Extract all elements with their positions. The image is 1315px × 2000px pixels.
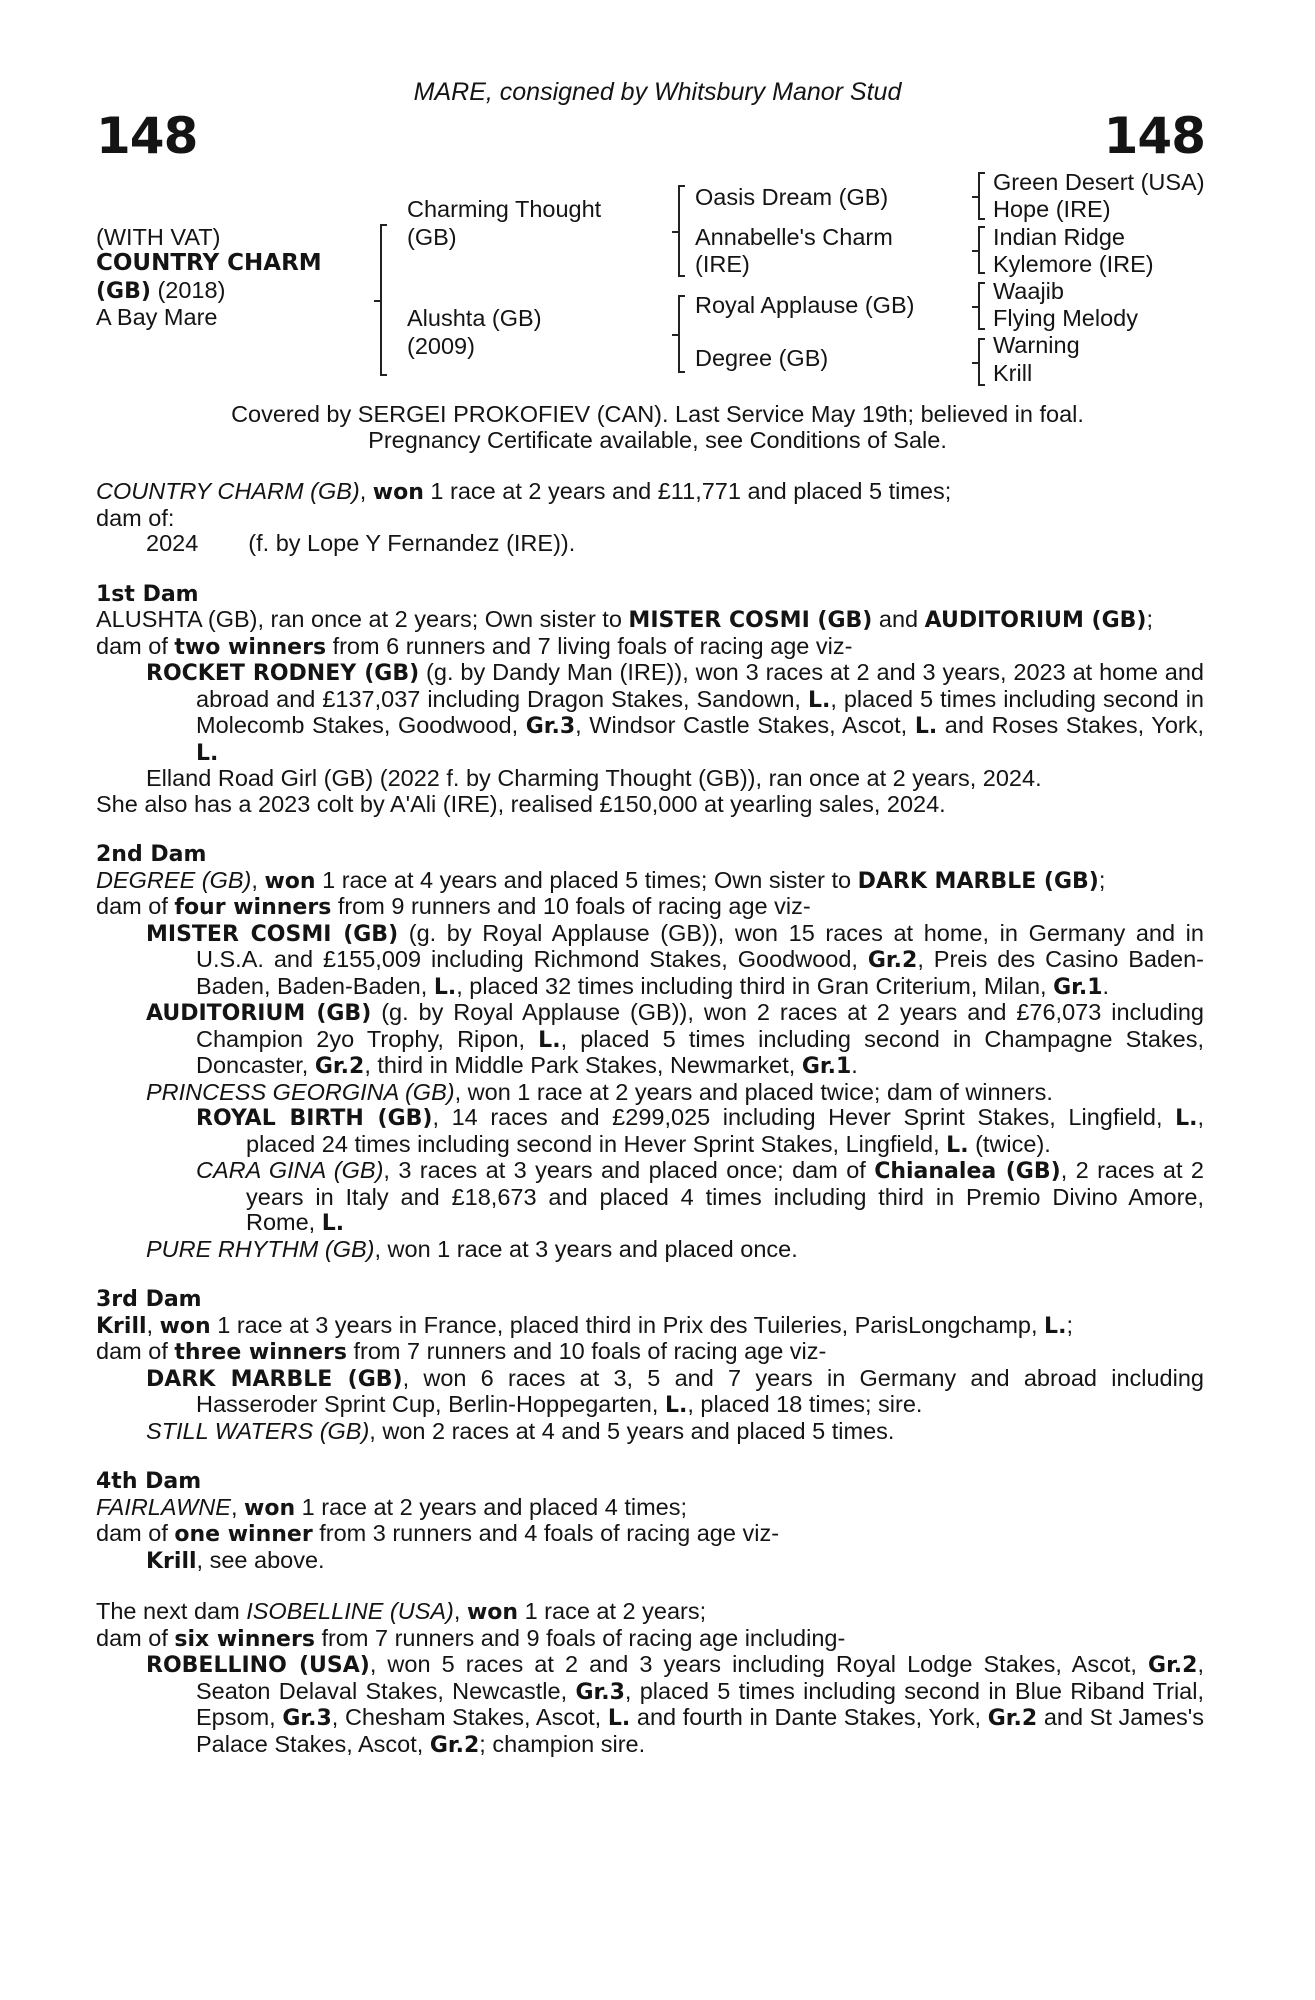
dam2-entry-mister-cosmi: MISTER COSMI (GB) (g. by Royal Applause (GB)), won 15 races at home, in Germany and in U.S.A. and £155,009 including Richmond Stakes, Goodwood, Gr.2, Preis des Casino Baden-Baden, Baden-Baden, L., placed 32 times including third in Gran Criterium, Milan, Gr.1. <box>146 919 1204 1000</box>
dam1-line1: ALUSHTA (GB), ran once at 2 years; Own sister to MISTER COSMI (GB) and AUDITORIUM (GB); <box>96 606 1154 633</box>
dam1-line2: dam of two winners from 6 runners and 7 living foals of racing age viz- <box>96 632 853 660</box>
dam2-line2: dam of four winners from 9 runners and 10 foals of racing age viz- <box>96 893 811 920</box>
horse-country-year: (GB) (2018) <box>96 277 226 304</box>
dam3-line2: dam of three winners from 7 runners and 10 foals of racing age viz- <box>96 1338 827 1365</box>
pedigree-g3-7: Warning <box>993 332 1080 358</box>
dam3-line1: Krill, won 1 race at 3 years in France, placed third in Prix des Tuileries, ParisLongchamp, L.; <box>96 1311 1073 1339</box>
dam2-entry-royal-birth: ROYAL BIRTH (GB), 14 races and £299,025 including Hever Sprint Stakes, Lingfield, L., placed 24 times including second in Hever Sprint Stakes, Lingfield, L. (twice). <box>196 1104 1204 1158</box>
dam3-entry-still-waters: STILL WATERS (GB), won 2 races at 4 and 5 years and placed 5 times. <box>146 1417 895 1444</box>
dam2-entry-princess-georgina: PRINCESS GEORGINA (GB), won 1 race at 2 years and placed twice; dam of winners. <box>146 1078 1053 1105</box>
dam2-entry-auditorium: AUDITORIUM (GB) (g. by Royal Applause (GB)), won 2 races at 2 years and £76,073 including Champion 2yo Trophy, Ripon, L., placed 5 times including second in Champagne Stakes, Doncaster, Gr.2, third in Middle Park Stakes, Newmarket, Gr.1. <box>146 999 1204 1079</box>
pedigree-g3-3: Indian Ridge <box>993 224 1125 250</box>
horse-description: A Bay Mare <box>96 304 218 330</box>
pedigree-brace <box>978 338 980 386</box>
pedigree-brace <box>678 295 680 373</box>
intro-foal: 2024 (f. by Lope Y Fernandez (IRE)). <box>146 530 576 556</box>
dam1-entry-elland-road-girl: Elland Road Girl (GB) (2022 f. by Charming Thought (GB)), ran once at 2 years, 2024. <box>146 765 1042 791</box>
next-dam-entry-robellino: ROBELLINO (USA), won 5 races at 2 and 3 years including Royal Lodge Stakes, Ascot, Gr.2, Seaton Delaval Stakes, Newcastle, Gr.3, placed 5 times including second in Blue Riband Trial, Epsom, Gr.3, Chesham Stakes, Ascot, L. and fourth in Dante Stakes, York, Gr.2 and St James's Palace Stakes, Ascot, Gr.2; champion sire. <box>146 1651 1205 1758</box>
pedigree-g3-5: Waajib <box>993 278 1064 304</box>
consignment-heading: MARE, consigned by Whitsbury Manor Stud <box>413 78 902 106</box>
dam1-entry-rocket-rodney: ROCKET RODNEY (GB) (g. by Dandy Man (IRE)), won 3 races at 2 and 3 years, 2023 at home and abroad and £137,037 including Dragon Stakes, Sandown, L., placed 5 times including second in Molecomb Stakes, Goodwood, Gr.3, Windsor Castle Stakes, Ascot, L. and Roses Stakes, York, L. <box>146 659 1205 766</box>
pedigree-dam-sire: Royal Applause (GB) <box>695 292 915 318</box>
dam1-heading: 1st Dam <box>96 581 199 607</box>
pedigree-sire-line1: Charming Thought <box>407 196 602 222</box>
pedigree-brace <box>978 282 980 330</box>
pedigree-sire-line2: (GB) <box>407 224 457 250</box>
vat-label: (WITH VAT) <box>96 224 221 250</box>
covered-line-2: Pregnancy Certificate available, see Conditions of Sale. <box>368 427 947 453</box>
dam2-entry-cara-gina: CARA GINA (GB), 3 races at 3 years and placed once; dam of Chianalea (GB), 2 races at 2 years in Italy and £18,673 and placed 4 times including third in Premio Divino Amore, Rome, L. <box>196 1157 1204 1236</box>
pedigree-brace <box>380 224 382 376</box>
dam2-line1: DEGREE (GB), won 1 race at 4 years and placed 5 times; Own sister to DARK MARBLE (GB); <box>96 866 1106 894</box>
catalogue-body <box>96 479 1204 1758</box>
dam2-heading: 2nd Dam <box>96 842 207 867</box>
dam4-line2: dam of one winner from 3 runners and 4 foals of racing age viz- <box>96 1520 780 1547</box>
intro-line: COUNTRY CHARM (GB), won 1 race at 2 years and £11,771 and placed 5 times; <box>96 478 952 505</box>
dam1-note: She also has a 2023 colt by A'Ali (IRE), realised £150,000 at yearling sales, 2024. <box>96 790 946 817</box>
dam4-line1: FAIRLAWNE, won 1 race at 2 years and placed 4 times; <box>96 1493 687 1521</box>
lot-number-left: 148 <box>96 107 198 165</box>
pedigree-g3-2: Hope (IRE) <box>993 196 1111 222</box>
intro-dam-of: dam of: <box>96 504 175 531</box>
covered-line-1: Covered by SERGEI PROKOFIEV (CAN). Last Service May 19th; believed in foal. <box>231 401 1084 427</box>
pedigree-sire-dam-line2: (IRE) <box>695 251 750 277</box>
pedigree-sire-dam-line1: Annabelle's Charm <box>695 224 893 250</box>
dam3-heading: 3rd Dam <box>96 1287 202 1312</box>
pedigree-brace <box>978 226 980 274</box>
dam4-entry-krill: Krill, see above. <box>146 1546 325 1574</box>
horse-name: COUNTRY CHARM <box>96 250 322 276</box>
pedigree-g3-1: Green Desert (USA) <box>993 169 1205 195</box>
dam4-heading: 4th Dam <box>96 1469 202 1494</box>
pedigree-g3-6: Flying Melody <box>993 305 1138 331</box>
pedigree-g3-8: Krill <box>993 360 1033 386</box>
next-dam-line1: The next dam ISOBELLINE (USA), won 1 race at 2 years; <box>96 1598 707 1625</box>
dam2-entry-pure-rhythm: PURE RHYTHM (GB), won 1 race at 3 years and placed once. <box>146 1235 798 1262</box>
pedigree-dam-line2: (2009) <box>407 333 475 359</box>
dam3-entry-dark-marble: DARK MARBLE (GB), won 6 races at 3, 5 and 7 years in Germany and abroad including Hasseroder Sprint Cup, Berlin-Hoppegarten, L., placed 18 times; sire. <box>146 1364 1204 1418</box>
pedigree-brace <box>678 185 680 277</box>
next-dam-line2: dam of six winners from 7 runners and 9 foals of racing age including- <box>96 1624 846 1652</box>
pedigree-g3-4: Kylemore (IRE) <box>993 251 1154 277</box>
pedigree-dam-dam: Degree (GB) <box>695 345 829 371</box>
lot-number-right: 148 <box>1103 107 1205 165</box>
pedigree-sire-sire: Oasis Dream (GB) <box>695 184 889 210</box>
pedigree-brace <box>978 172 980 220</box>
pedigree-dam-line1: Alushta (GB) <box>407 305 542 331</box>
